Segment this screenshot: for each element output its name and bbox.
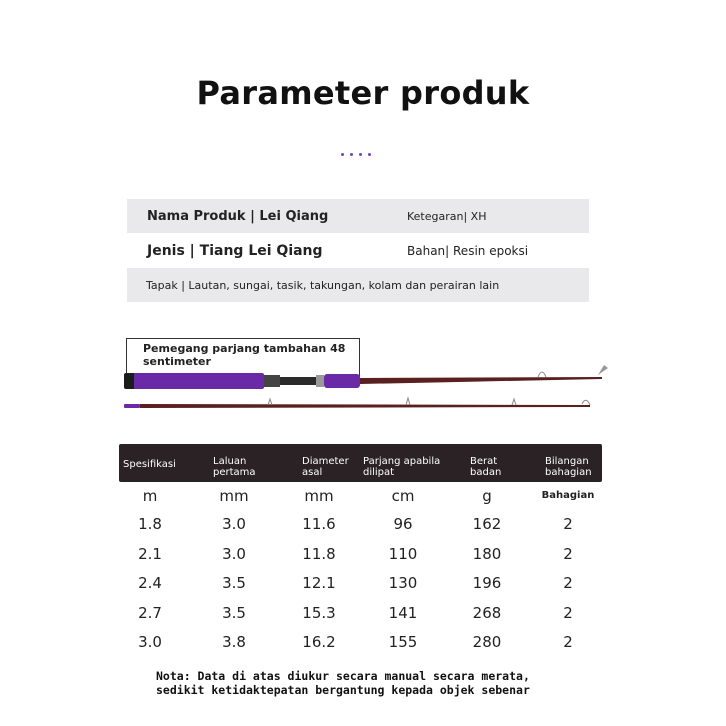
cell-diameter: 11.6 <box>302 515 336 533</box>
material: Bahan| Resin epoksi <box>407 244 529 258</box>
stiffness: Ketegaran| XH <box>407 209 487 223</box>
cell-spec-length: 3.0 <box>138 633 162 651</box>
unit-weight: g <box>482 487 492 505</box>
rod-lower-butt <box>124 404 140 408</box>
rod-lower-blank <box>140 404 590 408</box>
cell-spec-length: 2.4 <box>138 574 162 592</box>
cell-sections: 2 <box>563 545 573 563</box>
footnote: Nota: Data di atas diukur secara manual secara merata, sedikit ketidaktepatan bergantung kepada objek sebenar <box>156 669 530 697</box>
rod-reel-seat <box>264 375 280 387</box>
product-type: Jenis | Tiang Lei Qiang <box>147 243 323 259</box>
fishing-rod-image <box>120 355 610 415</box>
cell-sections: 2 <box>563 515 573 533</box>
rod-guide-2 <box>406 398 410 405</box>
rod-tip-guide <box>538 372 546 377</box>
info-row-name <box>127 199 589 233</box>
cell-folded-length: 96 <box>393 515 413 533</box>
unit-sections: Bahagian <box>541 490 595 501</box>
cell-weight: 268 <box>472 604 502 622</box>
cell-first-guide: 3.0 <box>222 515 246 533</box>
cell-first-guide: 3.8 <box>222 633 246 651</box>
cell-folded-length: 130 <box>388 574 418 592</box>
cell-weight: 180 <box>472 545 502 563</box>
dot <box>368 153 371 156</box>
rod-lower-tip <box>582 400 590 405</box>
header-diameter: Diameter asal <box>302 456 349 478</box>
rod-reel-seat-body <box>280 377 322 385</box>
cell-spec-length: 1.8 <box>138 515 162 533</box>
cell-weight: 162 <box>472 515 502 533</box>
unit-diameter: mm <box>304 487 334 505</box>
table-row <box>0 574 726 596</box>
cell-sections: 2 <box>563 574 573 592</box>
cell-diameter: 15.3 <box>302 604 336 622</box>
decorative-dots <box>341 153 371 156</box>
header-first-guide: Laluan pertama <box>213 456 256 478</box>
unit-folded: cm <box>391 487 415 505</box>
cell-diameter: 11.8 <box>302 545 336 563</box>
cell-first-guide: 3.5 <box>222 574 246 592</box>
rod-upper-blank <box>360 377 602 384</box>
info-row-venue <box>127 268 589 302</box>
spec-table-units <box>0 487 726 507</box>
table-row <box>0 515 726 537</box>
product-name: Nama Produk | Lei Qiang <box>147 208 329 224</box>
cell-weight: 280 <box>472 633 502 651</box>
cell-sections: 2 <box>563 604 573 622</box>
cell-first-guide: 3.5 <box>222 604 246 622</box>
cell-diameter: 12.1 <box>302 574 336 592</box>
cell-spec-length: 2.7 <box>138 604 162 622</box>
rod-label: Pemegang parjang tambahan 48 sentimeter <box>143 342 346 368</box>
rod-guide-3 <box>512 399 516 405</box>
cell-folded-length: 110 <box>388 545 418 563</box>
header-sections: Bilangan bahagian <box>545 456 592 478</box>
rod-tip-top <box>598 365 608 375</box>
cell-folded-length: 155 <box>388 633 418 651</box>
cell-sections: 2 <box>563 633 573 651</box>
cell-first-guide: 3.0 <box>222 545 246 563</box>
dot <box>350 153 353 156</box>
dot <box>341 153 344 156</box>
cell-folded-length: 141 <box>388 604 418 622</box>
unit-length: m <box>142 487 158 505</box>
spec-table-header <box>119 444 602 482</box>
table-row <box>0 545 726 567</box>
venue: Tapak | Lautan, sungai, tasik, takungan, kolam dan perairan lain <box>146 278 500 292</box>
cell-weight: 196 <box>472 574 502 592</box>
header-folded-length: Parjang apabila dilipat <box>363 456 441 478</box>
unit-guide: mm <box>219 487 249 505</box>
table-row <box>0 633 726 655</box>
info-row-type <box>127 234 589 268</box>
page-title: Parameter produk <box>196 74 530 112</box>
header-spec: Spesifikasi <box>123 459 176 470</box>
header-weight: Berat badan <box>470 456 502 478</box>
rod-handle-grip <box>134 373 264 389</box>
rod-reel-seat-ring <box>316 375 324 387</box>
table-row <box>0 604 726 626</box>
cell-spec-length: 2.1 <box>138 545 162 563</box>
cell-diameter: 16.2 <box>302 633 336 651</box>
rod-guide-1 <box>268 399 272 405</box>
rod-foregrip <box>324 374 360 388</box>
dot <box>359 153 362 156</box>
